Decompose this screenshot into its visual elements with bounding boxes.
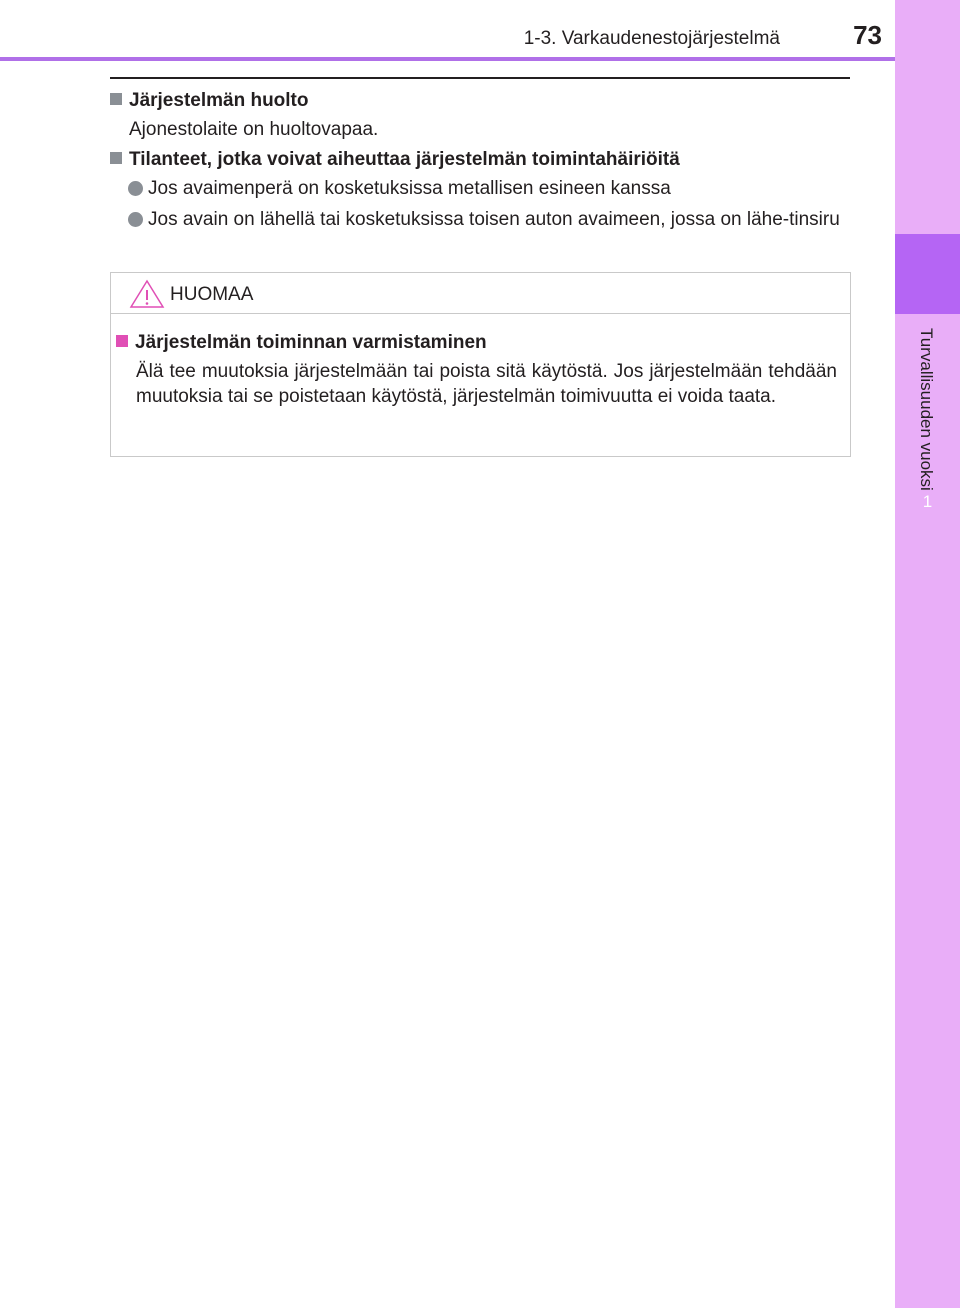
chapter-number: 1: [922, 492, 933, 511]
square-bullet-icon: [110, 93, 122, 105]
page-number: 73: [853, 20, 882, 50]
notice-text: Älä tee muutoksia järjestelmään tai poista sitä käytöstä. Jos järjestelmään tehdään muutoksia tai se poistetaan käytöstä, järjestelmän toimivuutta ei voida taata.: [136, 361, 837, 407]
round-bullet-icon: [128, 212, 143, 227]
notice-label: HUOMAA: [170, 284, 254, 305]
notice-box: [110, 272, 851, 457]
square-bullet-icon: [116, 335, 128, 347]
section-heading: [110, 148, 680, 172]
list-item: [128, 208, 853, 232]
list-item: [128, 177, 853, 201]
chapter-side-tab: [895, 0, 960, 1308]
warning-icon: [129, 279, 165, 309]
section-heading-text: Järjestelmän huolto: [129, 90, 309, 111]
notice-header: [111, 273, 850, 314]
content-divider: [110, 77, 850, 79]
section-heading-text: Tilanteet, jotka voivat aiheuttaa järjestelmän toimintahäiriöitä: [129, 149, 680, 170]
list-item-text: Jos avaimenperä on kosketuksissa metallisen esineen kanssa: [148, 178, 671, 199]
chapter-title: Turvallisuuden vuoksi: [917, 328, 936, 491]
notice-heading: [116, 331, 487, 355]
section-body: Ajonestolaite on huoltovapaa.: [129, 119, 379, 140]
section-heading: [110, 89, 309, 113]
list-item-text: Jos avain on lähellä tai kosketuksissa toisen auton avaimeen, jossa on lähe-tinsiru: [148, 209, 840, 230]
notice-heading-text: Järjestelmän toiminnan varmistaminen: [135, 332, 487, 353]
round-bullet-icon: [128, 181, 143, 196]
header-rule: [0, 57, 895, 61]
section-title: 1-3. Varkaudenestojärjestelmä: [523, 28, 780, 49]
square-bullet-icon: [110, 152, 122, 164]
